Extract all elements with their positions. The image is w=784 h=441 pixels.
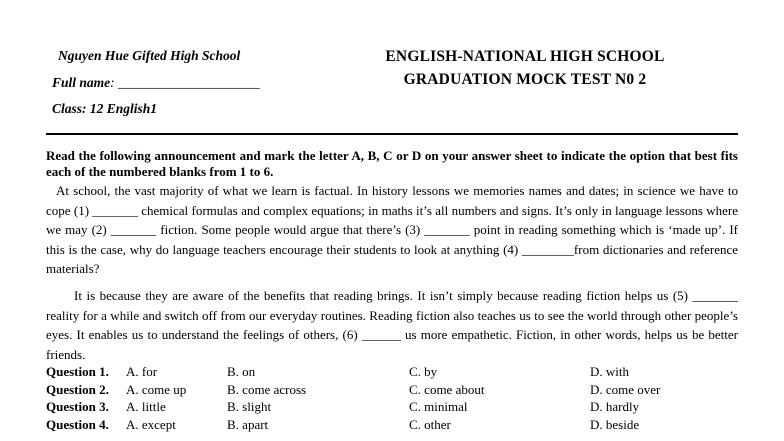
header-divider [46,133,738,135]
option-d: D. beside [590,416,640,432]
question-label: Question 2. [46,381,109,397]
option-c: C. come about [409,381,485,397]
option-b: B. on [227,364,256,379]
fullname-label: Full name [52,75,111,90]
question-list [46,363,746,433]
passage-paragraph-2: It is because they are aware of the benefits that reading brings. It isn’t simply because reading fiction helps us (5) _______ reality for a while and switch off from our everyday routines. Reading fiction also teaches us to see the world through other people’s eyes. It enables us to understand the feelings of others, (6) ______ us more empathetic. Fiction, in other words, helps us be better friends. [46,288,738,362]
question-row-1 [46,363,746,381]
question-row-3 [46,398,746,416]
passage-paragraph-1: At school, the vast majority of what we learn is factual. In history lessons we memories names and dates; in science we have to cope (1) _______ chemical formulas and complex equations; in maths it’s all numbers and signs. It’s only in language lessons where we may (2) _______ fiction. Some people would argue that there’s (3) _______ point in reading something which is ‘made up’. If this is the case, why do language teachers encourage their students to look at anything (4) ________from dictionaries and reference materials? [46,183,738,276]
exam-title-line2: GRADUATION MOCK TEST N0 2 [403,71,647,88]
question-label: Question 3. [46,399,109,414]
exam-title-line1: ENGLISH-NATIONAL HIGH SCHOOL [385,48,665,65]
question-row-4 [46,416,746,434]
option-a: A. little [126,399,166,414]
option-c: C. by [409,364,438,379]
option-d: D. come over [590,381,661,397]
option-d: D. hardly [590,399,640,414]
option-b: B. come across [227,381,307,397]
question-row-2 [46,381,746,399]
option-d: D. with [590,364,629,379]
question-label: Question 1. [46,364,109,379]
question-label: Question 4. [46,416,109,432]
instruction-text: Read the following announcement and mark the letter A, B, C or D on your answer sheet to indicate the option that best fits each of the numbered blanks from 1 to 6. [46,148,738,179]
option-a: A. come up [126,381,187,397]
fullname-blank: : _____________________ [110,75,260,90]
school-name: Nguyen Hue Gifted High School [58,48,241,63]
option-c: C. other [409,416,451,432]
option-a: A. except [126,416,176,432]
class-line: Class: 12 English1 [52,101,158,116]
fullname-line [52,75,260,91]
option-a: A. for [126,364,158,379]
option-b: B. slight [227,399,272,414]
option-b: B. apart [227,416,269,432]
option-c: C. minimal [409,399,468,414]
